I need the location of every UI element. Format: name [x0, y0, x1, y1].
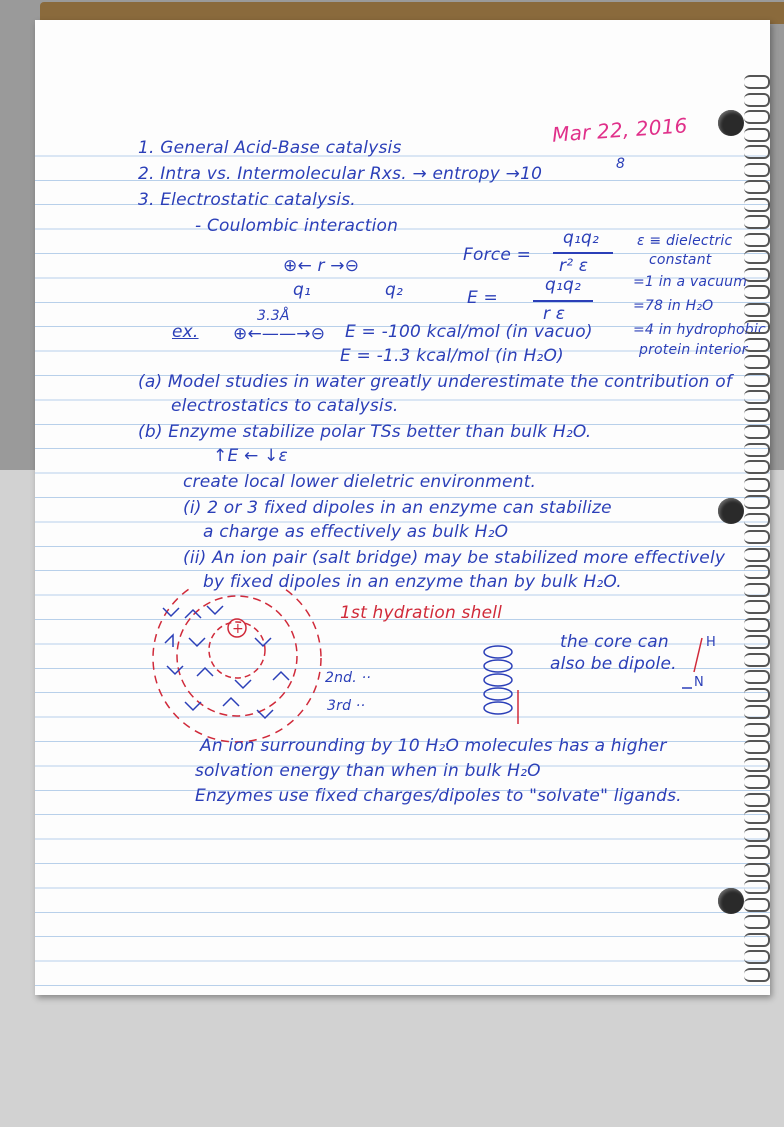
coil-loop	[744, 233, 770, 247]
coil-loop	[744, 670, 770, 684]
epsilon-vacuum: =1 in a vacuum	[633, 274, 748, 290]
coil-loop	[744, 443, 770, 457]
point-b: (b) Enzyme stabilize polar TSs better than bulk H₂O.	[138, 422, 592, 442]
coil-loop	[744, 495, 770, 509]
coil-loop	[744, 688, 770, 702]
coil-loop	[744, 845, 770, 859]
notebook-page	[35, 20, 770, 995]
coil-loop	[744, 180, 770, 194]
conclusion-2: solvation energy than when in bulk H₂O	[195, 761, 541, 781]
coil-loop	[744, 810, 770, 824]
coil-loop	[744, 775, 770, 789]
coil-loop	[744, 880, 770, 894]
water-dipoles	[163, 606, 289, 718]
epsilon-def: constant	[649, 252, 712, 268]
epsilon-protein: protein interior	[639, 342, 748, 358]
q2-label: q₂	[385, 280, 404, 300]
coil-loop	[744, 250, 770, 264]
coulombic-heading: - Coulombic interaction	[195, 216, 399, 236]
energy-denominator: r ε	[543, 304, 566, 324]
coil-loop	[744, 303, 770, 317]
coil-loop	[744, 460, 770, 474]
coil-loop	[744, 583, 770, 597]
coil-loop	[744, 565, 770, 579]
coil-loop	[744, 75, 770, 89]
point-b-i: (i) 2 or 3 fixed dipoles in an enzyme can stabilize	[183, 498, 612, 518]
coil-loop	[744, 163, 770, 177]
coil-loop	[744, 198, 770, 212]
svg-text:H: H	[706, 635, 716, 650]
outline-item-2: 2. Intra vs. Intermolecular Rxs. → entropy →10	[138, 164, 543, 184]
coil-loop	[744, 390, 770, 404]
coil-loop	[744, 215, 770, 229]
epsilon-protein: =4 in hydrophobic	[633, 322, 766, 338]
point-b-ii: (ii) An ion pair (salt bridge) may be stabilized more effectively	[183, 548, 726, 568]
coil-loop	[744, 425, 770, 439]
coil-loop	[744, 950, 770, 964]
coil-loop	[744, 320, 770, 334]
coil-loop	[744, 915, 770, 929]
fraction-bar	[553, 252, 613, 254]
coil-loop	[744, 128, 770, 142]
coil-loop	[744, 863, 770, 877]
first-shell-label: 1st hydration shell	[340, 603, 503, 623]
coil-loop	[744, 285, 770, 299]
coil-loop	[744, 145, 770, 159]
energy-label: E =	[467, 288, 498, 308]
helix-dipole-drawing	[480, 640, 530, 730]
point-b-note: create local lower dieletric environment.	[183, 472, 537, 492]
third-shell-label: 3rd ··	[327, 698, 366, 714]
point-b-i-cont: a charge as effectively as bulk H₂O	[203, 522, 509, 542]
coil-loop	[744, 110, 770, 124]
conclusion-1: An ion surrounding by 10 H₂O molecules has a higher	[200, 736, 667, 756]
core-note: the core can	[560, 632, 669, 652]
outline-item-3: 3. Electrostatic catalysis.	[138, 190, 356, 210]
coil-loop	[744, 618, 770, 632]
fraction-bar	[533, 300, 593, 302]
coil-loop	[744, 478, 770, 492]
force-label: Force =	[463, 245, 532, 265]
point-b-relation: ↑E ← ↓ε	[213, 446, 288, 466]
q1-label: q₁	[293, 280, 312, 300]
coil-loop	[744, 898, 770, 912]
example-label: ex.	[172, 322, 199, 342]
second-shell-ring	[177, 596, 297, 716]
conclusion-3: Enzymes use fixed charges/dipoles to "solvate" ligands.	[195, 786, 682, 806]
punch-hole	[718, 110, 744, 136]
point-a-cont: electrostatics to catalysis.	[171, 396, 399, 416]
energy-numerator: q₁q₂	[545, 275, 582, 295]
charge-diagram: ⊕← r →⊖	[283, 256, 360, 276]
coil-loop	[744, 548, 770, 562]
force-numerator: q₁q₂	[563, 228, 600, 248]
punch-hole	[718, 498, 744, 524]
example-energy-water: E = -1.3 kcal/mol (in H₂O)	[340, 346, 564, 366]
point-b-ii-cont: by fixed dipoles in an enzyme than by bulk H₂O.	[203, 572, 622, 592]
outline-item-1: 1. General Acid-Base catalysis	[138, 138, 402, 158]
coil-loop	[744, 373, 770, 387]
coil-loop	[744, 723, 770, 737]
coil-loop	[744, 408, 770, 422]
coil-loop	[744, 740, 770, 754]
coil-loop	[744, 933, 770, 947]
third-shell-ring	[153, 588, 321, 742]
page-date: Mar 22, 2016	[551, 113, 689, 147]
coil-loop	[744, 355, 770, 369]
coil-loop	[744, 793, 770, 807]
svg-text:N: N	[694, 675, 704, 690]
example-pair: ⊕←——→⊖	[233, 324, 326, 344]
coil-loop	[744, 338, 770, 352]
coil-loop	[744, 268, 770, 282]
coil-loop	[744, 705, 770, 719]
ion-charge: +	[232, 621, 244, 637]
point-a: (a) Model studies in water greatly underestimate the contribution of	[138, 372, 733, 392]
force-denominator: r² ε	[559, 256, 589, 276]
example-distance: 3.3Å	[257, 308, 290, 324]
hydration-shell-diagram	[145, 588, 345, 748]
coil-loop	[744, 828, 770, 842]
coil-loop	[744, 653, 770, 667]
coil-loop	[744, 968, 770, 982]
epsilon-def: ε ≡ dielectric	[637, 233, 733, 249]
coil-loop	[744, 93, 770, 107]
exponent: 8	[616, 156, 626, 172]
second-shell-label: 2nd. ··	[325, 670, 371, 686]
coil-loop	[744, 530, 770, 544]
epsilon-water: =78 in H₂O	[633, 298, 714, 314]
core-note-cont: also be dipole.	[550, 654, 677, 674]
coil-loop	[744, 513, 770, 527]
coil-loop	[744, 600, 770, 614]
nh-dipole-drawing	[680, 628, 730, 698]
punch-hole	[718, 888, 744, 914]
coil-loop	[744, 758, 770, 772]
example-energy-vacuo: E = -100 kcal/mol (in vacuo)	[345, 322, 593, 342]
coil-loop	[744, 635, 770, 649]
